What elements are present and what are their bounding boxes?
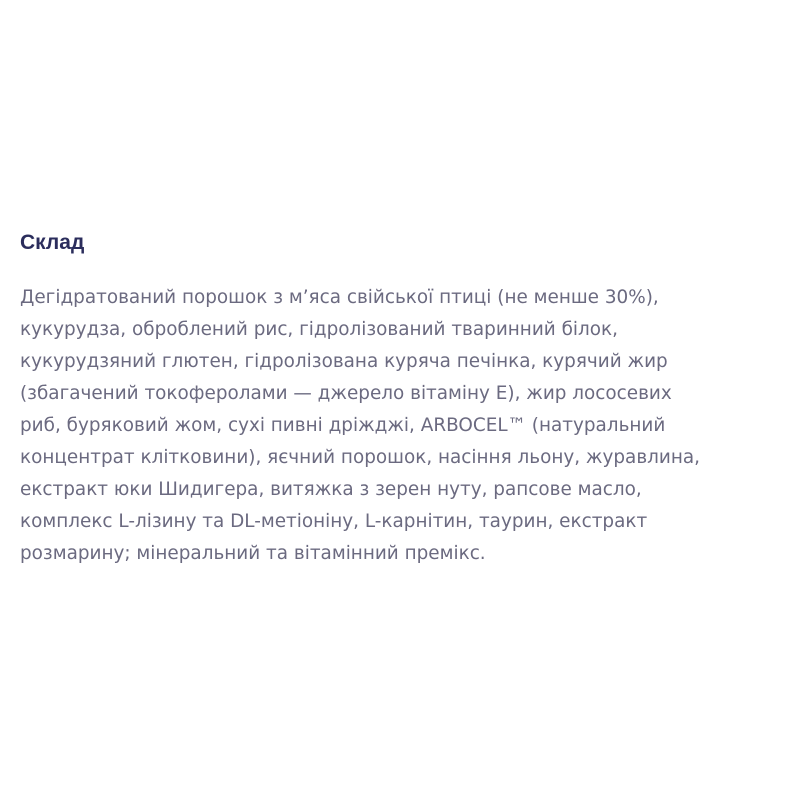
composition-line: розмарину; мінеральний та вітамінний премікс.	[20, 543, 486, 564]
composition-line: концентрат клітковини), яєчний порошок, насіння льону, журавлина,	[20, 447, 701, 468]
composition-line: кукурудза, оброблений рис, гідролізований тваринний білок,	[20, 319, 618, 340]
composition-text	[20, 282, 790, 570]
composition-line: (збагачений токоферолами — джерело вітаміну Е), жир лососевих	[20, 383, 672, 404]
composition-section	[20, 224, 790, 570]
composition-line: кукурудзяний глютен, гідролізована куряча печінка, курячий жир	[20, 351, 668, 372]
composition-line: риб, буряковий жом, сухі пивні дріжджі, ARBOCEL™ (натуральний	[20, 415, 666, 436]
composition-line: Дегідратований порошок з м’яса свійської птиці (не менше 30%),	[20, 287, 659, 308]
composition-line: екстракт юки Шидигера, витяжка з зерен нуту, рапсове масло,	[20, 479, 642, 500]
composition-heading: Склад	[20, 231, 85, 254]
composition-line: комплекс L-лізину та DL-метіоніну, L-карнітин, таурин, екстракт	[20, 511, 648, 532]
